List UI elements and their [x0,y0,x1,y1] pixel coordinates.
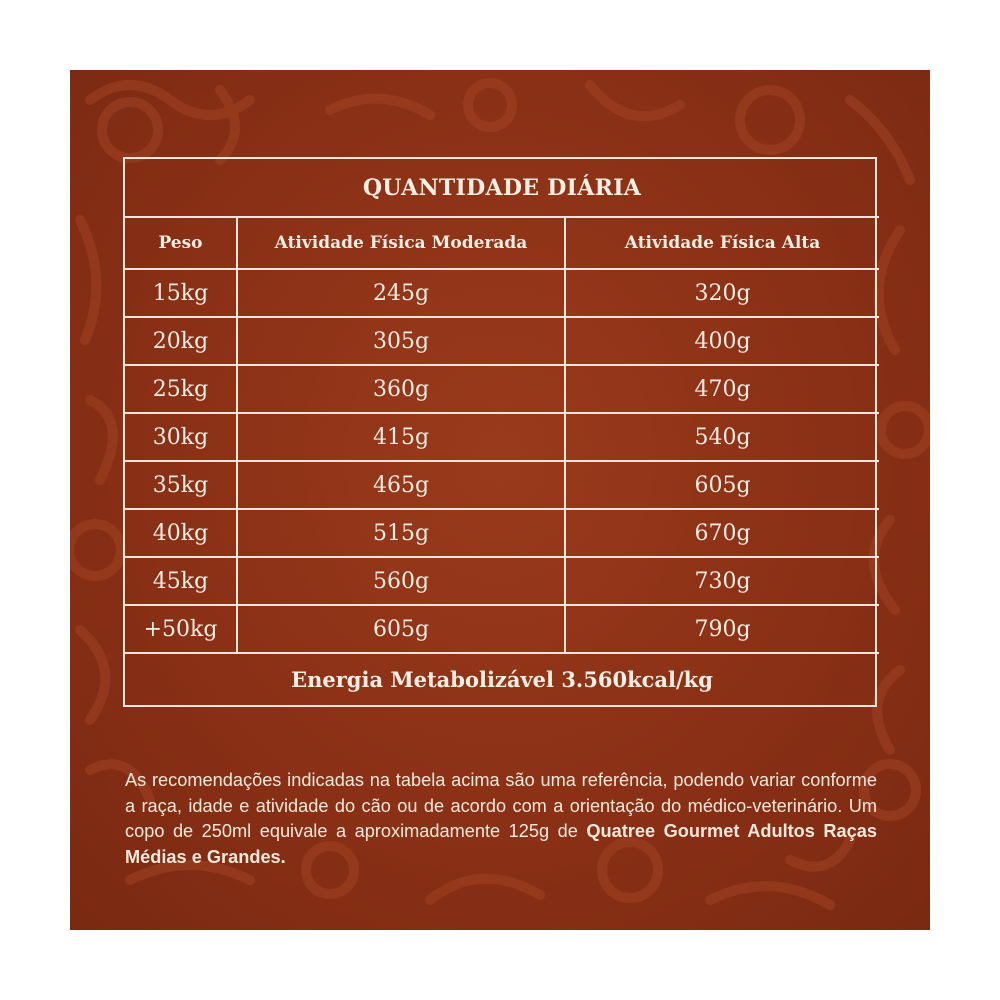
weight-cell: 35kg [125,461,237,509]
moderate-cell: 605g [237,605,565,653]
note-text: As recomendações indicadas na tabela acima são uma referência, podendo variar conforme a raça, idade e atividade do cão ou de acordo com a orientação do médico-veterinário. Um copo de 250ml equivale a aproximadamente 125g de [125,770,877,842]
moderate-cell: 245g [237,269,565,317]
moderate-cell: 560g [237,557,565,605]
header-weight: Peso [125,217,237,269]
weight-cell: 40kg [125,509,237,557]
weight-cell: +50kg [125,605,237,653]
table-row [125,605,879,653]
table-row [125,413,879,461]
recommendation-note [125,768,877,870]
weight-cell: 45kg [125,557,237,605]
product-name: Quatree Gourmet Adultos Raças Médias e Grandes. [125,821,877,867]
weight-cell: 15kg [125,269,237,317]
energy-footer: Energia Metabolizável 3.560kcal/kg [125,653,879,705]
moderate-cell: 415g [237,413,565,461]
moderate-cell: 360g [237,365,565,413]
header-moderate-activity: Atividade Física Moderada [237,217,565,269]
high-cell: 540g [565,413,879,461]
weight-cell: 30kg [125,413,237,461]
table-row [125,317,879,365]
high-cell: 670g [565,509,879,557]
moderate-cell: 305g [237,317,565,365]
weight-cell: 25kg [125,365,237,413]
high-cell: 400g [565,317,879,365]
header-high-activity: Atividade Física Alta [565,217,879,269]
high-cell: 730g [565,557,879,605]
high-cell: 470g [565,365,879,413]
moderate-cell: 465g [237,461,565,509]
table-row [125,509,879,557]
table-row [125,557,879,605]
weight-cell: 20kg [125,317,237,365]
table-title: QUANTIDADE DIÁRIA [125,159,879,217]
content-panel [70,70,930,930]
table-row [125,365,879,413]
moderate-cell: 515g [237,509,565,557]
table-row [125,269,879,317]
high-cell: 790g [565,605,879,653]
feeding-table [123,157,877,707]
high-cell: 320g [565,269,879,317]
high-cell: 605g [565,461,879,509]
table-row [125,461,879,509]
